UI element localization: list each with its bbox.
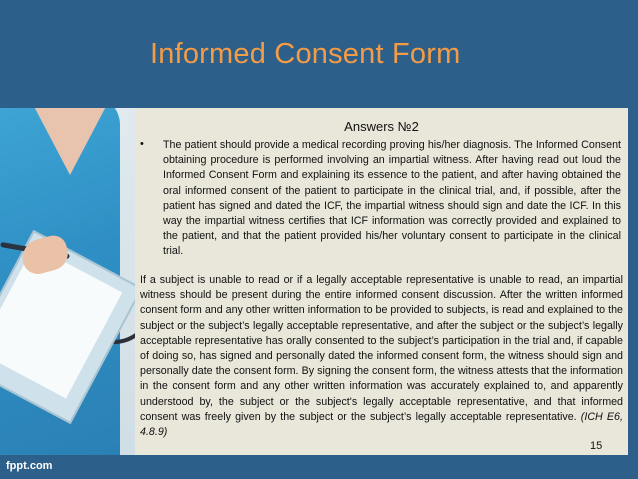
footer-bar [0,455,638,479]
bullet-marker: • [140,138,144,150]
bullet-item [140,138,628,260]
right-border [628,0,638,479]
footer-brand: fppt.com [6,460,53,472]
bullet-text: The patient should provide a medical recording proving his/her diagnosis. The Informed Consent obtaining procedure is performed involving an impartial witness. After having read out loud the Informed Consent Form and explaining its essence to the patient, and after having obtained the oral informed consent of the patient to participate in the clinical trial, and, if possible, after the patient has signed and dated the ICF, the impartial witness should sign and date the ICF. In this way the impartial witness certifies that ICF information was correctly provided and explained to the patient, and that the patient provided his/her voluntary consent to participate in the clinical trial. [163,139,621,258]
slide-title: Informed Consent Form [150,38,461,70]
content-panel [135,108,628,455]
page-number: 15 [590,440,603,452]
ich-paragraph [140,273,623,440]
citation: (ICH E6, 4.8.9) [140,410,623,439]
answers-heading: Answers №2 [344,119,419,134]
paragraph-body: If a subject is unable to read or if a legally acceptable representative is unable to read, an impartial witness should be present during the entire informed consent discussion. After the written informed consent form and any other written information to be provided to subjects, is read and explained to the subject or the subject’s legally acceptable representative, and after the subject or the subject’s legally acceptable representative has orally consented to the subject’s participation in the trial and, if capable of doing so, has signed and personally dated the informed consent form, the witness should sign and personally date the consent form. By signing the consent form, the witness attests that the information in the consent form and any other written information was accurately explained to, and apparently understood by, the subject or the subject's legally acceptable representative, and that informed consent was freely given by the subject or the subject’s legally acceptable representative. [140,274,623,423]
